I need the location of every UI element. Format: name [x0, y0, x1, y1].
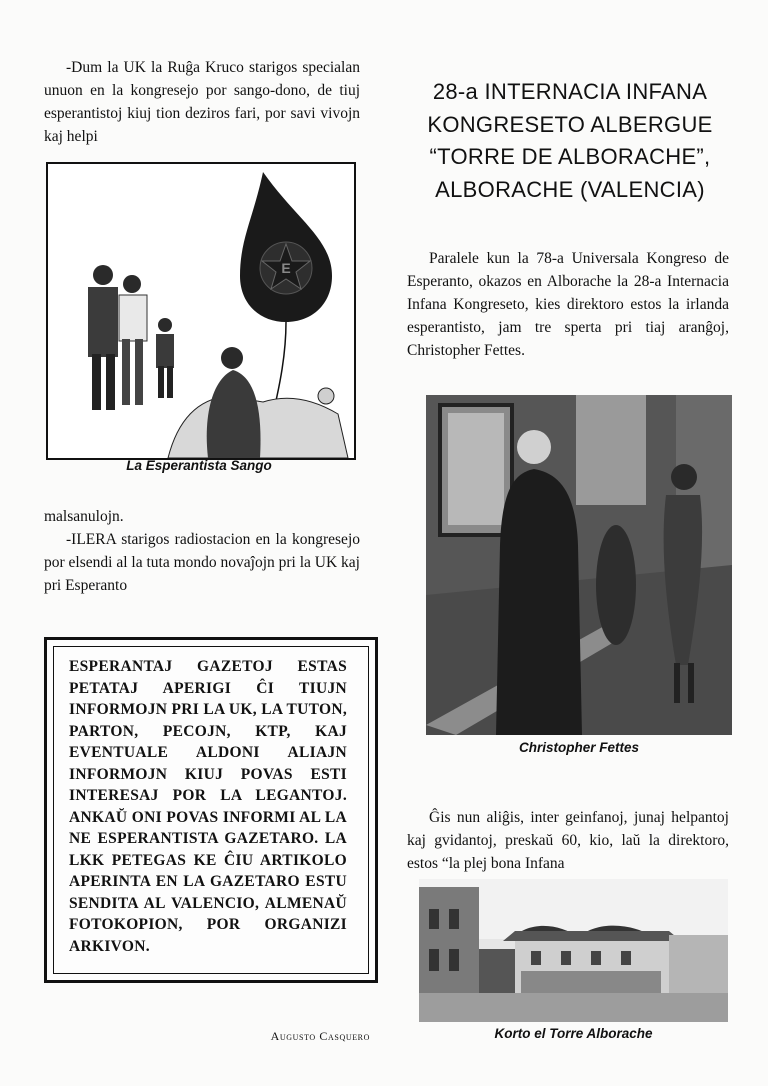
- svg-text:E: E: [281, 260, 291, 276]
- photo-courtyard-drawing: [419, 879, 728, 1022]
- mother-body: [119, 295, 147, 341]
- right-paragraph-1: Paralele kun la 78-a Universala Kongreso de Esperanto, okazos en Alborache la 28-a Internacia Infana Kongreseto, kies direktoro estos la irlanda esperantisto, jam tre sperta pri tiaj aranĝoj, Christopher Fettes.: [407, 250, 729, 359]
- roof: [503, 931, 681, 941]
- right-paragraph-2: Ĝis nun aliĝis, inter geinfanoj, junaj helpantoj kaj gvidantoj, preskaŭ 60, kio, laŭ la direktoro, estos “la plej bona Infana: [407, 809, 729, 872]
- photo2-caption: Korto el Torre Alborache: [494, 1026, 653, 1041]
- patient-head: [318, 388, 334, 404]
- author-signature: Augusto Casquero: [270, 1029, 370, 1043]
- blood-drop-illustration: [46, 162, 356, 460]
- left-paragraph-2: malsanulojn. -ILERA starigos radiostacion en la kongresejo por elsendi al la tuta mondo novaĵojn pri la UK kaj pri Esperanto: [44, 508, 360, 594]
- father-head: [93, 265, 113, 285]
- notice-box: [44, 637, 378, 983]
- photo-christopher-fettes: [426, 395, 732, 735]
- right-wing: [669, 935, 728, 993]
- father-body: [88, 287, 118, 357]
- photo1-caption: Christopher Fettes: [518, 740, 640, 755]
- man-figure: [496, 469, 582, 735]
- courtyard-ground: [419, 993, 728, 1022]
- child-head: [158, 318, 172, 332]
- illustration-drawing: [48, 164, 354, 458]
- woman-head: [671, 464, 697, 490]
- man-head: [517, 430, 551, 464]
- photo-fettes-drawing: [426, 395, 732, 735]
- child-body: [156, 334, 174, 368]
- nurse-figure: [207, 370, 261, 458]
- notice-text: ESPERANTAJ GAZETOJ ESTAS PETATAJ APERIGI ĈI TIUJN INFORMOJN PRI LA UK, LA TUTON, PARTON, PECOJN, KTP, KAJ EVENTUALE ALDONI ALIAJN INFORMOJN KIUJ POVAS ESTI INTERESAJ POR LA LEGANTOJ. ANKAŬ ONI POVAS INFORMI AL LA NE ESPERANTISTA GAZETARO. LA LKK PETEGAS KE ĈIU ARTIKOLO APERINTA EN LA GAZETARO ESTU SENDITA AL VALENCIO, ALMENAŬ FOTOKOPION, POR ORGANIZI ARKIVON.: [69, 658, 347, 955]
- left-paragraph-1: -Dum la UK la Ruĝa Kruco starigos specialan unuon en la kongresejo por sango-dono, de tiuj esperantistoj kiuj tion deziros fari, por savi vivojn kaj helpi: [44, 59, 360, 145]
- nurse-head: [221, 347, 243, 369]
- mother-head: [123, 275, 141, 293]
- article-title: 28-a INTERNACIA INFANA KONGRESETO ALBERGUE “TORRE DE ALBORACHE”, ALBORACHE (VALENCIA): [427, 79, 713, 202]
- photo-torre-alborache: [419, 879, 728, 1022]
- figure-caption-sango: La Esperantista Sango: [126, 458, 272, 473]
